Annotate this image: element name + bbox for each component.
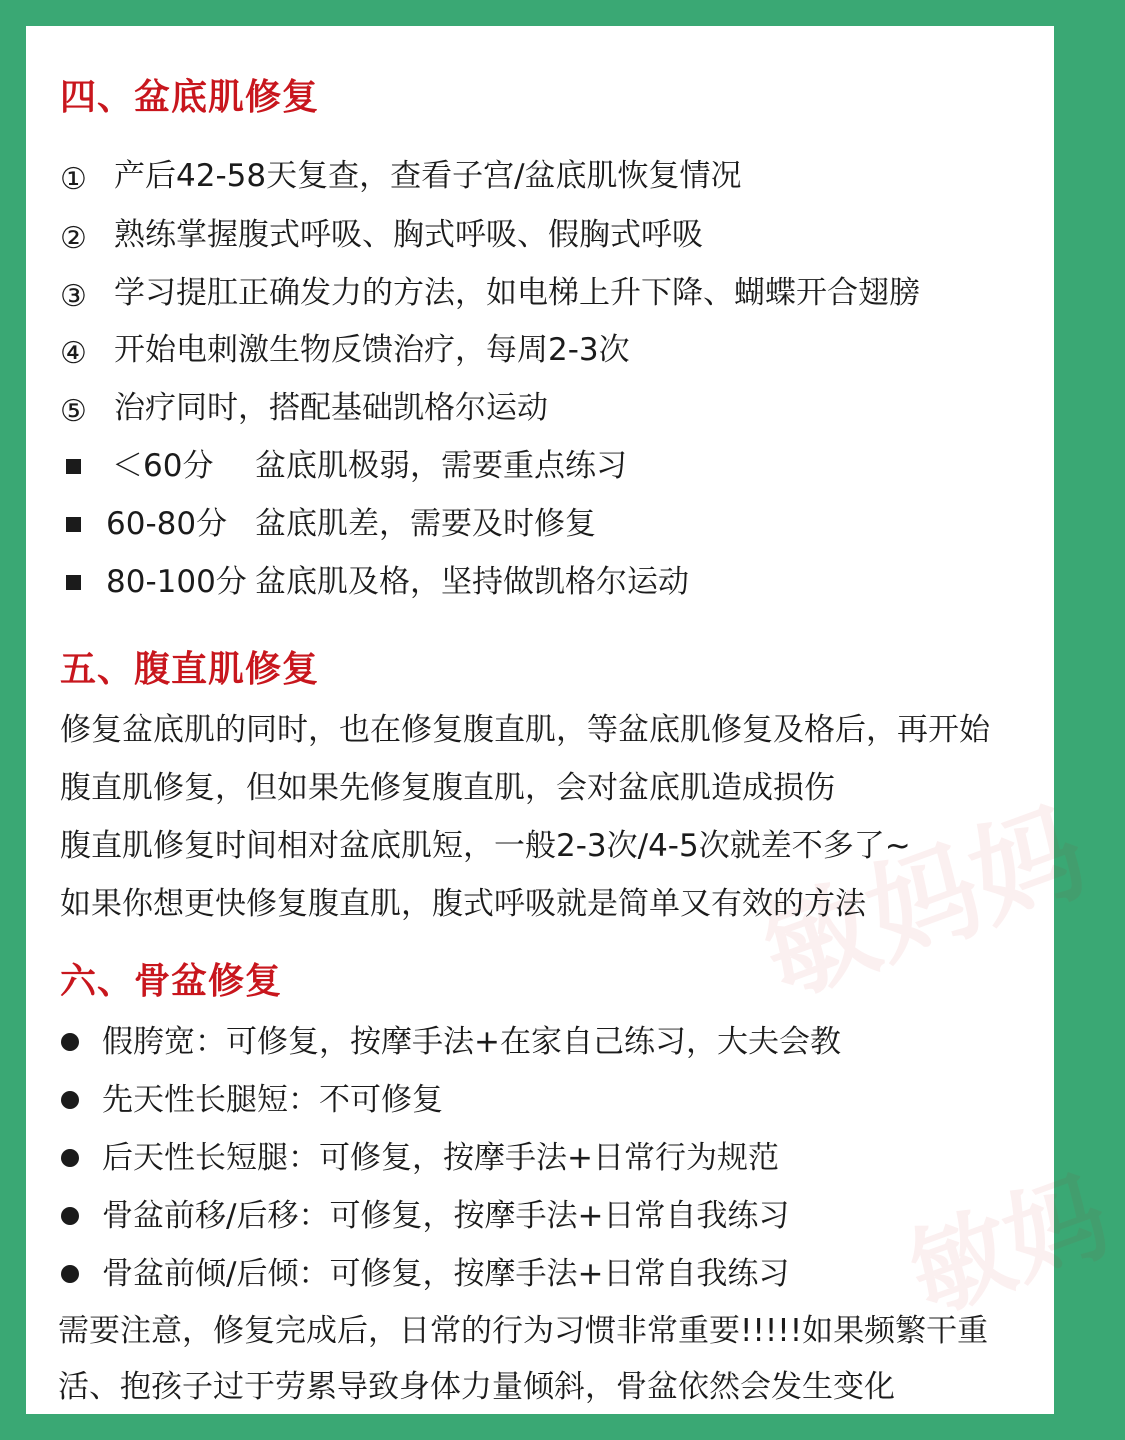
round-bullet-icon — [61, 1207, 79, 1225]
watermark: 敏妈妈 — [747, 786, 1102, 1021]
item-2-marker: ② — [60, 221, 87, 256]
score-desc-3: 盆底肌及格，坚持做凯格尔运动 — [255, 564, 689, 600]
round-bullet-icon — [61, 1265, 79, 1283]
note-line: 活、抱孩子过于劳累导致身体力量倾斜，骨盆依然会发生变化 — [58, 1369, 895, 1405]
score-range-3: 80-100分 — [106, 564, 247, 600]
square-bullet-icon — [66, 575, 81, 590]
section-5-heading: 五、腹直肌修复 — [60, 649, 320, 690]
section-5-line: 如果你想更快修复腹直肌，腹式呼吸就是简单又有效的方法 — [60, 886, 866, 922]
round-bullet-icon — [61, 1033, 79, 1051]
content-card — [26, 26, 1123, 1414]
score-range-1: ＜60分 — [112, 448, 214, 484]
score-desc-2: 盆底肌差，需要及时修复 — [255, 506, 596, 542]
score-desc-1: 盆底肌极弱，需要重点练习 — [255, 448, 627, 484]
square-bullet-icon — [66, 517, 81, 532]
item-3-text: 学习提肛正确发力的方法，如电梯上升下降、蝴蝶开合翅膀 — [114, 275, 920, 311]
item-2-text: 熟练掌握腹式呼吸、胸式呼吸、假胸式呼吸 — [114, 217, 703, 253]
item-1-marker: ① — [60, 162, 87, 197]
item-5-text: 治疗同时，搭配基础凯格尔运动 — [114, 390, 548, 426]
section-4-heading: 四、盆底肌修复 — [60, 77, 320, 118]
watermark: 敏妈 — [894, 1156, 1123, 1336]
item-1-text: 产后42-58天复查，查看子宫/盆底肌恢复情况 — [114, 158, 742, 194]
item-3-marker: ③ — [60, 279, 87, 314]
item-4-marker: ④ — [60, 336, 87, 371]
bullet-text: 后天性长短腿：可修复，按摩手法+日常行为规范 — [102, 1140, 779, 1176]
section-5-line: 修复盆底肌的同时，也在修复腹直肌，等盆底肌修复及格后，再开始 — [60, 712, 990, 748]
bullet-text: 骨盆前移/后移：可修复，按摩手法+日常自我练习 — [102, 1198, 790, 1234]
item-4-text: 开始电刺激生物反馈治疗，每周2-3次 — [114, 332, 630, 368]
bullet-text: 骨盆前倾/后倾：可修复，按摩手法+日常自我练习 — [102, 1256, 790, 1292]
section-6-heading: 六、骨盆修复 — [60, 961, 283, 1002]
section-5-line: 腹直肌修复时间相对盆底肌短，一般2-3次/4-5次就差不多了~ — [60, 828, 911, 864]
square-bullet-icon — [66, 459, 81, 474]
section-5-line: 腹直肌修复，但如果先修复腹直肌，会对盆底肌造成损伤 — [60, 770, 835, 806]
bullet-text: 假胯宽：可修复，按摩手法+在家自己练习，大夫会教 — [102, 1024, 841, 1060]
round-bullet-icon — [61, 1149, 79, 1167]
score-range-2: 60-80分 — [106, 506, 228, 542]
round-bullet-icon — [61, 1091, 79, 1109]
bullet-text: 先天性长腿短：不可修复 — [102, 1082, 443, 1118]
item-5-marker: ⑤ — [60, 394, 87, 429]
note-line: 需要注意，修复完成后，日常的行为习惯非常重要!!!!!如果频繁干重 — [58, 1313, 989, 1349]
